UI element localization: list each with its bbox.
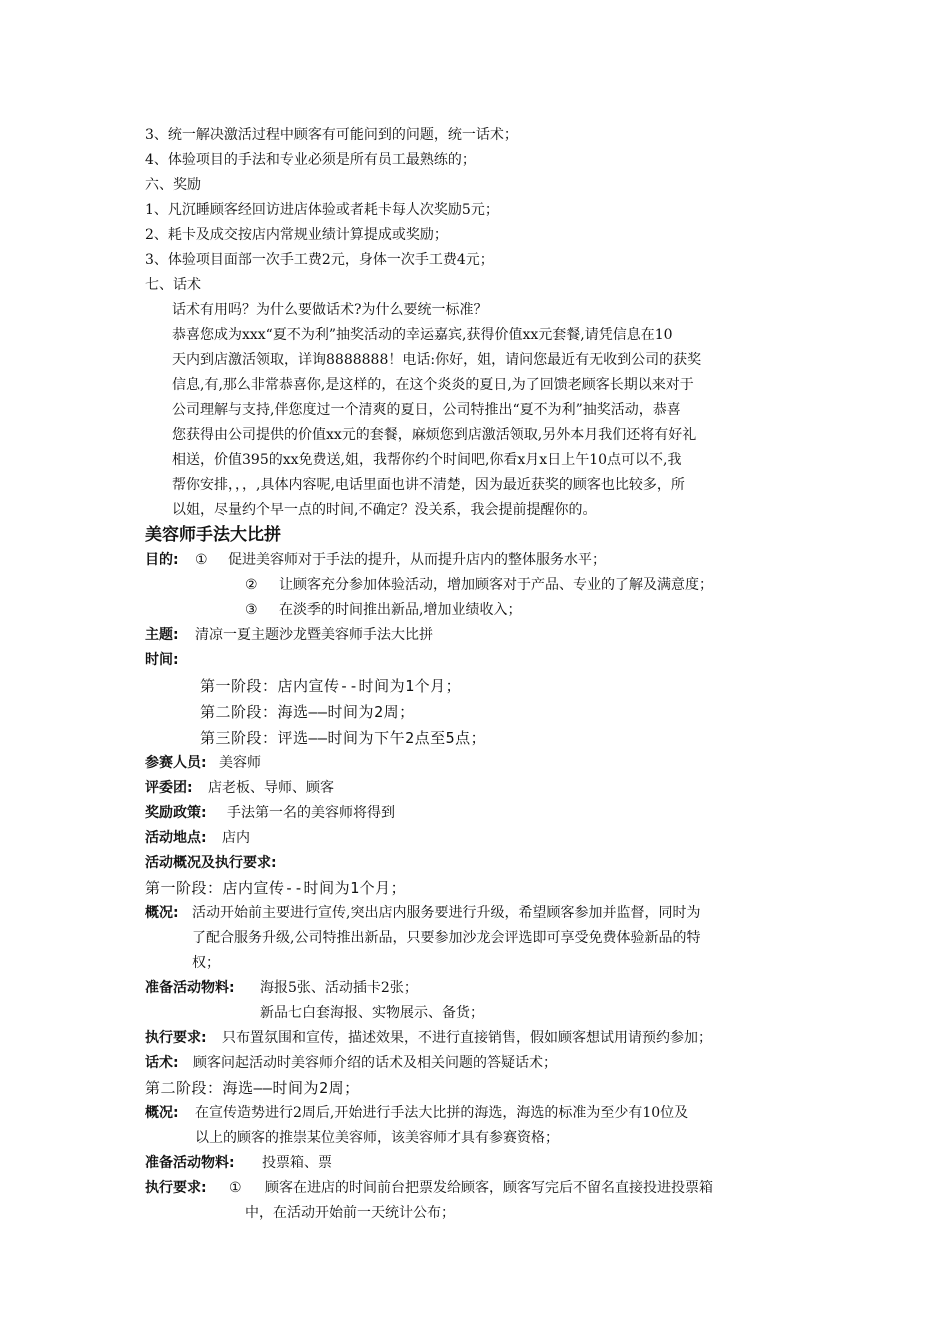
script-line-5: 您获得由公司提供的价值xx元的套餐，麻烦您到店激活领取,另外本月我们还将有好礼 (172, 427, 697, 443)
purpose-marker-1: ① (195, 552, 208, 568)
theme-label: 主题: (145, 627, 179, 643)
purpose-item-2: 让顾客充分参加体验活动，增加顾客对于产品、专业的了解及满意度； (279, 577, 713, 593)
purpose-item-1: 促进美容师对于手法的提升，从而提升店内的整体服务水平； (228, 552, 606, 568)
heading-reward: 六、奖励 (145, 177, 201, 193)
script-line-2: 天内到店激活领取，详询8888888！电话:你好，姐，请问您最近有无收到公司的获奖 (172, 352, 702, 368)
time-label: 时间: (145, 652, 179, 668)
stage2-materials-label: 准备活动物料: (145, 1155, 235, 1171)
purpose-item-3: 在淡季的时间推出新品,增加业绩收入； (279, 602, 522, 618)
stage2-overview-label: 概况: (145, 1105, 179, 1121)
stage1-script-text: 顾客问起活动时美容师介绍的话术及相关问题的答疑话术； (193, 1055, 557, 1071)
stage1-script-label: 话术: (145, 1055, 179, 1071)
stage2-overview-line-1: 在宣传造势进行2周后,开始进行手法大比拼的海选，海选的标准为至少有10位及 (195, 1105, 689, 1121)
judges-text: 店老板、导师、顾客 (208, 780, 334, 796)
participants-label: 参赛人员: (145, 755, 207, 771)
time-stage-3: 第三阶段：评选——时间为下午2点至5点； (200, 729, 487, 747)
stage1-materials-line-1: 海报5张、活动插卡2张； (260, 980, 418, 996)
script-line-6: 相送，价值395的xx免费送,姐，我帮你约个时间吧,你看x月x日上午10点可以不,我 (172, 452, 682, 468)
stage1-overview-label: 概况: (145, 905, 179, 921)
script-question: 话术有用吗？为什么要做话术?为什么要统一标准？ (172, 302, 488, 318)
stage1-materials-label: 准备活动物料: (145, 980, 235, 996)
stage2-exec-marker: ① (229, 1180, 242, 1196)
stage1-exec-text: 只布置氛围和宣传，描述效果，不进行直接销售，假如顾客想试用请预约参加； (222, 1030, 712, 1046)
reward-line-3: 3、体验项目面部一次手工费2元，身体一次手工费4元； (145, 252, 494, 268)
reward-line-2: 2、耗卡及成交按店内常规业绩计算提成或奖励； (145, 227, 448, 243)
judges-label: 评委团: (145, 780, 193, 796)
stage1-overview-line-1: 活动开始前主要进行宣传,突出店内服务要进行升级，希望顾客参加并监督，同时为 (192, 905, 701, 921)
stage2-exec-label: 执行要求: (145, 1180, 207, 1196)
purpose-marker-2: ② (245, 577, 258, 593)
location-label: 活动地点: (145, 830, 207, 846)
stage1-overview-line-2: 了配合服务升级,公司特推出新品，只要参加沙龙会评选即可享受免费体验新品的特 (192, 930, 701, 946)
reward-line-1: 1、凡沉睡顾客经回访进店体验或者耗卡每人次奖励5元； (145, 202, 499, 218)
purpose-marker-3: ③ (245, 602, 258, 618)
script-line-3: 信息,有,那么非常恭喜你,是这样的，在这个炎炎的夏日,为了回馈老顾客长期以来对于 (172, 377, 694, 393)
script-line-1: 恭喜您成为xxx“夏不为利”抽奖活动的幸运嘉宾,获得价值xx元套餐,请凭信息在10 (172, 327, 673, 343)
stage2-overview-line-2: 以上的顾客的推崇某位美容师，该美容师才具有参赛资格； (195, 1130, 559, 1146)
script-line-7: 帮你安排，，，,具体内容呢,电话里面也讲不清楚，因为最近获奖的顾客也比较多，所 (172, 477, 685, 493)
reward-policy-text: 手法第一名的美容师将得到 (227, 805, 395, 821)
intro-line-1: 3、统一解决激活过程中顾客有可能问到的问题，统一话术； (145, 127, 518, 143)
stage1-heading: 第一阶段：店内宣传--时间为1个月； (145, 879, 407, 897)
stage2-exec-line-1: 顾客在进店的时间前台把票发给顾客，顾客写完后不留名直接投进投票箱 (265, 1180, 713, 1196)
stage2-materials-text: 投票箱、票 (262, 1155, 332, 1171)
stage1-materials-line-2: 新品七白套海报、实物展示、备货； (260, 1005, 484, 1021)
theme-text: 清凉一夏主题沙龙暨美容师手法大比拼 (195, 627, 433, 643)
time-stage-2: 第二阶段：海选——时间为2周； (200, 703, 415, 721)
script-line-4: 公司理解与支持,伴您度过一个清爽的夏日，公司特推出“夏不为利”抽奖活动，恭喜 (172, 402, 681, 418)
purpose-label: 目的: (145, 552, 179, 568)
location-text: 店内 (222, 830, 250, 846)
stage1-exec-label: 执行要求: (145, 1030, 207, 1046)
stage1-overview-line-3: 权； (192, 955, 220, 971)
intro-line-2: 4、体验项目的手法和专业必须是所有员工最熟练的； (145, 152, 476, 168)
overview-heading: 活动概况及执行要求: (145, 855, 277, 871)
section-title: 美容师手法大比拼 (145, 525, 281, 545)
script-line-8: 以姐，尽量约个早一点的时间,不确定？没关系，我会提前提醒你的。 (172, 502, 597, 518)
stage2-exec-line-2: 中，在活动开始前一天统计公布； (245, 1205, 455, 1221)
stage2-heading: 第二阶段：海选——时间为2周； (145, 1079, 360, 1097)
reward-policy-label: 奖励政策: (145, 805, 207, 821)
heading-script: 七、话术 (145, 277, 201, 293)
participants-text: 美容师 (219, 755, 261, 771)
time-stage-1: 第一阶段：店内宣传--时间为1个月； (200, 677, 462, 695)
